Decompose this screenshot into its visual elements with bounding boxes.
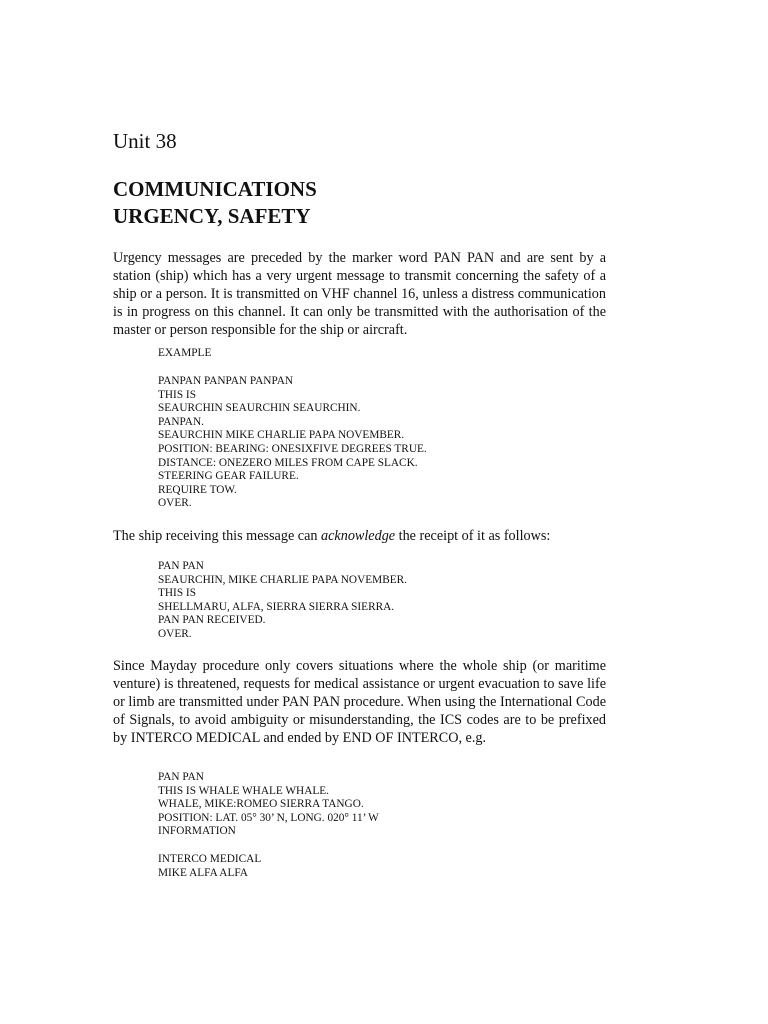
message-line: WHALE, MIKE:ROMEO SIERRA TANGO.: [158, 798, 364, 811]
message-line: STEERING GEAR FAILURE.: [158, 470, 299, 483]
acknowledge-text-after: the receipt of it as follows:: [395, 528, 551, 544]
heading-line-2: URGENCY, SAFETY: [113, 204, 311, 228]
interco-message: [158, 853, 261, 880]
medical-paragraph: Since Mayday procedure only covers situations where the whole ship (or maritime venture) is threatened, requests for medical assistance or urgent evacuation to save life or limb are transmitted under PAN PAN procedure. When using the International Code of Signals, to avoid ambiguity or misunderstanding, the ICS codes are to be prefixed by INTERCO MEDICAL and ended by END OF INTERCO, e.g.: [113, 658, 606, 746]
message-line: THIS IS: [158, 388, 196, 401]
medical-message: [158, 771, 379, 839]
message-line: THIS IS: [158, 587, 196, 600]
heading-line-1: COMMUNICATIONS: [113, 177, 317, 201]
message-line: SEAURCHIN, MIKE CHARLIE PAPA NOVEMBER.: [158, 573, 407, 586]
message-line: PAN PAN RECEIVED.: [158, 614, 266, 627]
acknowledge-text-before: The ship receiving this message can: [113, 528, 322, 544]
acknowledge-emphasis: acknowledge: [321, 528, 396, 544]
message-line: REQUIRE TOW.: [158, 483, 237, 496]
message-line: INTERCO MEDICAL: [158, 853, 262, 865]
message-line: PANPAN PANPAN PANPAN: [158, 375, 294, 387]
page-heading: [113, 176, 317, 230]
message-line: OVER.: [158, 497, 192, 510]
message-line: DISTANCE: ONEZERO MILES FROM CAPE SLACK.: [158, 456, 418, 469]
message-line: PANPAN.: [158, 415, 204, 428]
message-line: SHELLMARU, ALFA, SIERRA SIERRA SIERRA.: [158, 600, 395, 613]
example-message: [158, 375, 427, 511]
message-line: POSITION: BEARING: ONESIXFIVE DEGREES TRUE.: [158, 442, 427, 455]
acknowledge-message: [158, 560, 407, 642]
message-line: OVER.: [158, 627, 192, 640]
message-line: MIKE ALFA ALFA: [158, 866, 248, 879]
message-line: SEAURCHIN SEAURCHIN SEAURCHIN.: [158, 402, 361, 415]
message-line: SEAURCHIN MIKE CHARLIE PAPA NOVEMBER.: [158, 429, 405, 442]
unit-title: Unit 38: [113, 129, 177, 153]
message-line: POSITION: LAT. 05° 30’ N, LONG. 020° 11’ W: [158, 811, 379, 824]
message-line: THIS IS WHALE WHALE WHALE.: [158, 784, 329, 797]
message-line: INFORMATION: [158, 825, 236, 838]
example-label: EXAMPLE: [158, 347, 212, 359]
message-line: PAN PAN: [158, 771, 204, 783]
acknowledge-paragraph: [113, 527, 606, 545]
intro-paragraph: Urgency messages are preceded by the marker word PAN PAN and are sent by a station (ship) which has a very urgent message to transmit concerning the safety of a ship or a person. It is transmitted on VHF channel 16, unless a distress communication is in progress on this channel. It can only be transmitted with the authorisation of the master or person responsible for the ship or aircraft.: [113, 250, 606, 338]
message-line: PAN PAN: [158, 560, 204, 572]
